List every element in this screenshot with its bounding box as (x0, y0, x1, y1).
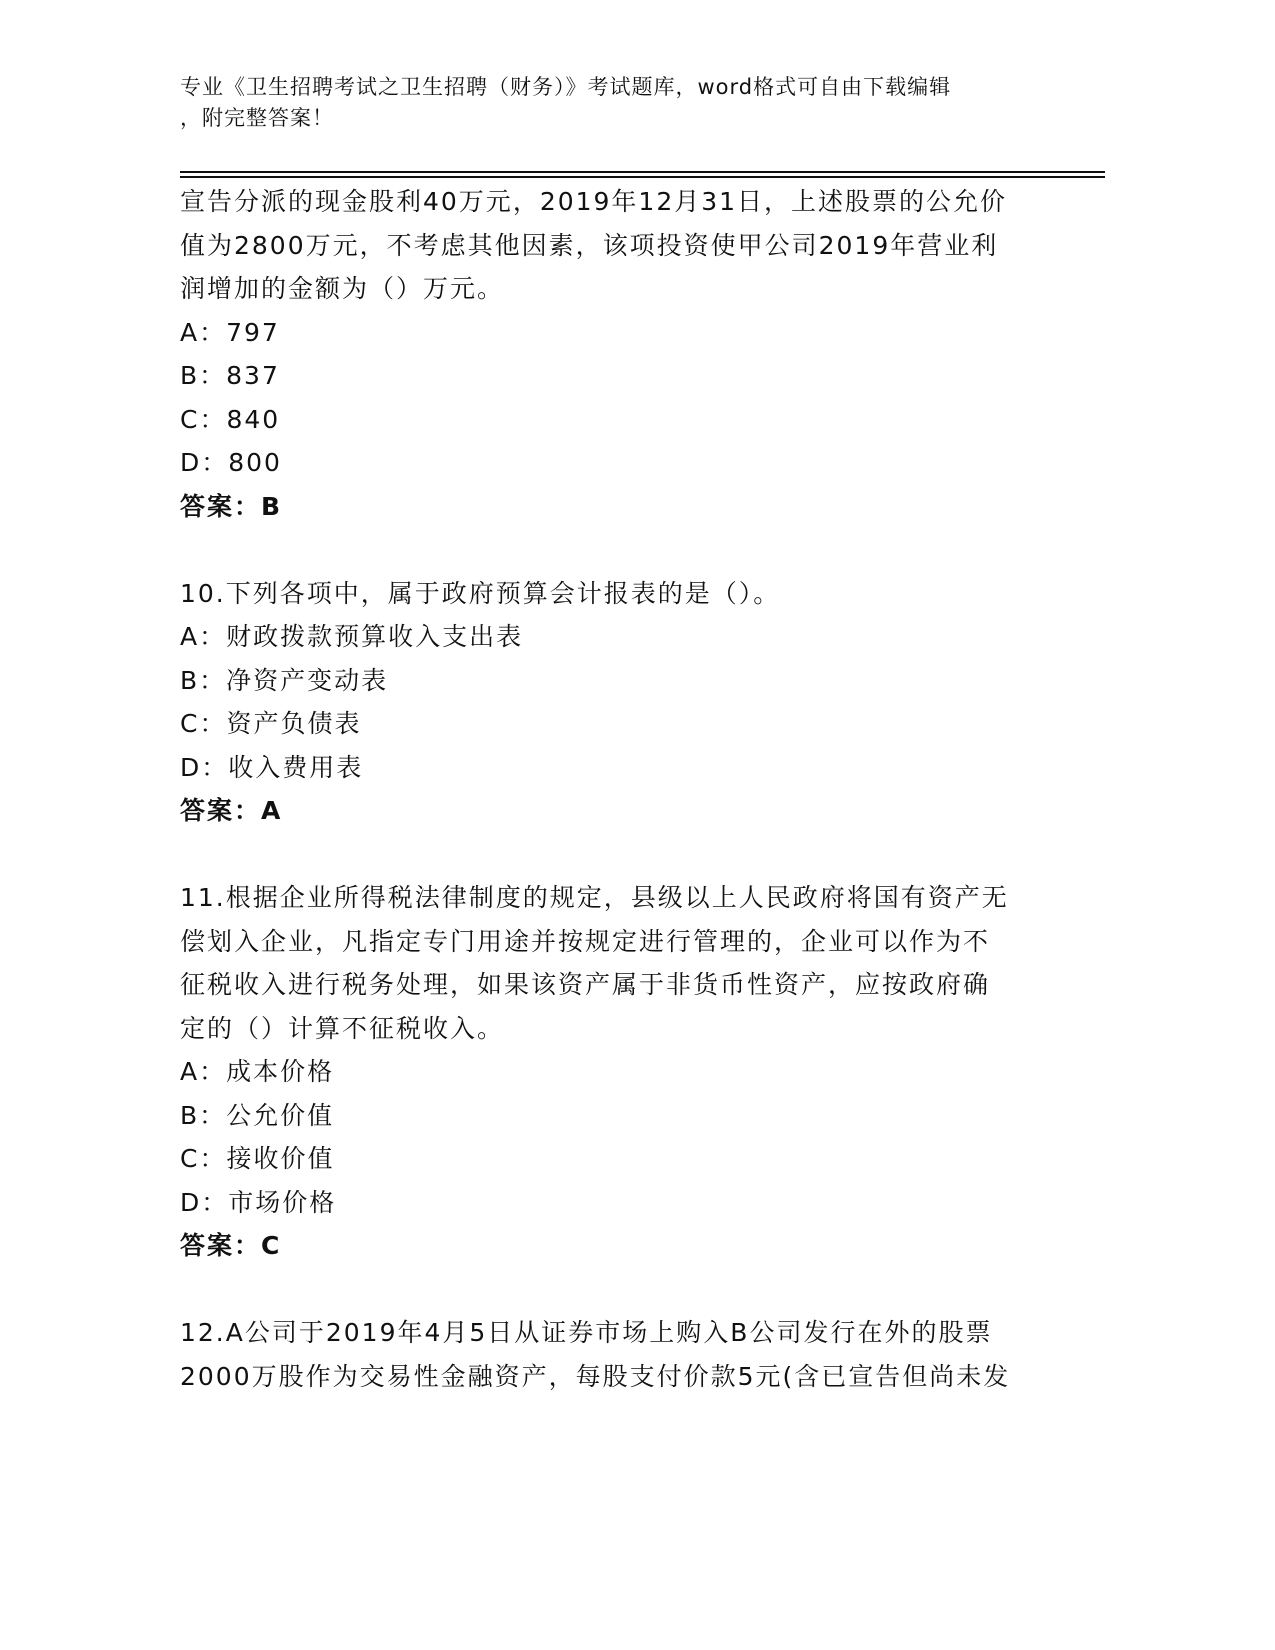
question-text-line: 偿划入企业，凡指定专门用途并按规定进行管理的，企业可以作为不 (180, 926, 991, 956)
question-text-line: 2000万股作为交易性金融资产，每股支付价款5元(含已宣告但尚未发 (180, 1361, 1011, 1391)
answer-option: C：接收价值 (180, 1144, 335, 1173)
spacer (180, 833, 1080, 877)
question-block (180, 1311, 1080, 1398)
question-block (180, 876, 1080, 1311)
question-text-line: 值为2800万元，不考虑其他因素，该项投资使甲公司2019年营业利 (180, 230, 999, 260)
question-list (180, 180, 1080, 1398)
question-text-line: 润增加的金额为（）万元。 (180, 274, 505, 303)
header-line-2: ，附完整答案！ (180, 106, 334, 130)
answer-option: A：成本价格 (180, 1057, 335, 1086)
question-text-line: 10.下列各项中，属于政府预算会计报表的是（）。 (180, 578, 781, 608)
question-block (180, 572, 1080, 877)
correct-answer: 答案：A (180, 796, 283, 825)
correct-answer: 答案：C (180, 1231, 282, 1260)
question-text-line: 宣告分派的现金股利40万元，2019年12月31日，上述股票的公允价 (180, 187, 1008, 216)
answer-option: D：收入费用表 (180, 752, 364, 782)
answer-option: D：800 (180, 448, 282, 477)
correct-answer: 答案：B (180, 491, 283, 521)
spacer (180, 528, 1080, 572)
header-line-1: 专业《卫生招聘考试之卫生招聘（财务）》考试题库，word格式可自由下载编辑 (180, 75, 952, 99)
answer-option: C：840 (180, 404, 281, 434)
spacer (180, 1268, 1080, 1312)
question-block (180, 180, 1080, 572)
question-text-line: 12.A公司于2019年4月5日从证券市场上购入B公司发行在外的股票 (180, 1318, 993, 1347)
answer-option: B：净资产变动表 (180, 665, 389, 695)
answer-option: B：837 (180, 361, 280, 390)
question-text-line: 定的（）计算不征税收入。 (180, 1013, 505, 1043)
answer-option: A：财政拨款预算收入支出表 (180, 622, 524, 651)
answer-option: B：公允价值 (180, 1100, 335, 1130)
document-header (180, 72, 1060, 134)
answer-option: D：市场价格 (180, 1187, 337, 1217)
answer-option: A：797 (180, 317, 280, 347)
question-text-line: 征税收入进行税务处理，如果该资产属于非货币性资产，应按政府确 (180, 970, 991, 999)
header-divider-top (180, 171, 1105, 173)
answer-option: C：资产负债表 (180, 709, 362, 738)
question-text-line: 11.根据企业所得税法律制度的规定，县级以上人民政府将国有资产无 (180, 883, 1009, 912)
header-divider-bottom (180, 176, 1105, 178)
